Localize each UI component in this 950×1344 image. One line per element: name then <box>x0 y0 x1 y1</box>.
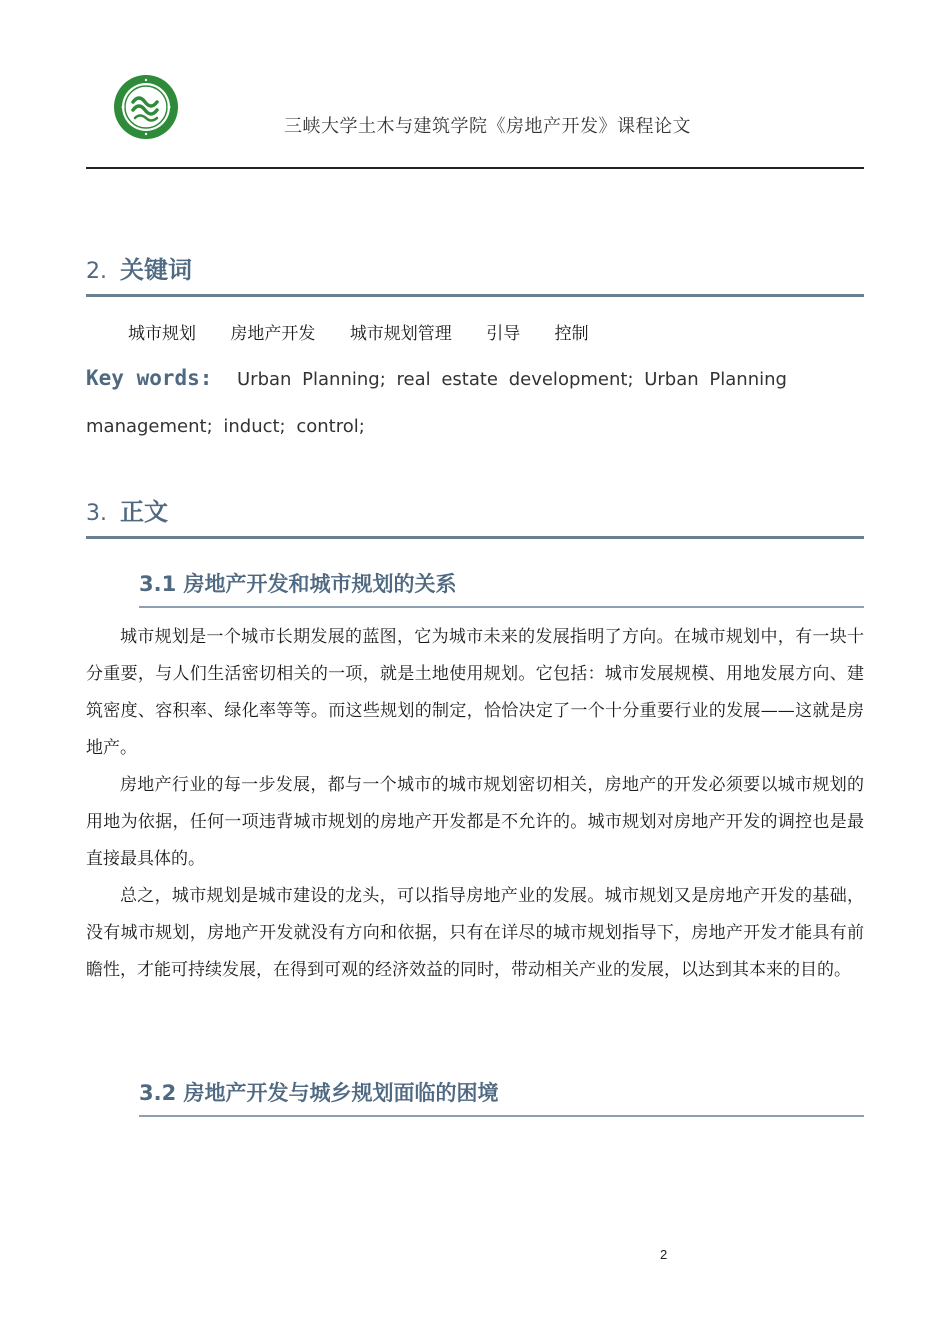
section-heading-main-text <box>86 499 864 539</box>
subsection-heading-3-2 <box>139 1077 864 1117</box>
keywords-english-label: Key words: <box>86 366 213 390</box>
section-heading-keywords <box>86 257 864 297</box>
body-paragraph: 城市规划是一个城市长期发展的蓝图，它为城市未来的发展指明了方向。在城市规划中，有一块十分重要，与人们生活密切相关的一项，就是土地使用规划。它包括：城市发展规模、用地发展方向、建筑密度、容积率、绿化率等等。而这些规划的制定，恰恰决定了一个十分重要行业的发展——这就是房地产。 <box>86 627 864 758</box>
subsection-heading-3-1 <box>139 568 864 608</box>
section-title: 正文 <box>120 498 168 526</box>
keywords-english-line: management; induct; control; <box>86 416 365 437</box>
keywords-chinese <box>128 319 618 344</box>
keyword-item: 城市规划管理 <box>349 324 452 344</box>
body-paragraph: 房地产行业的每一步发展，都与一个城市的城市规划密切相关，房地产的开发必须要以城市规划的用地为依据，任何一项违背城市规划的房地产开发都是不允许的。城市规划对房地产开发的调控也是最直接最具体的。 <box>86 775 864 869</box>
section-number: 2. <box>86 259 107 284</box>
body-paragraph: 总之，城市规划是城市建设的龙头，可以指导房地产业的发展。城市规划又是房地产开发的基础，没有城市规划，房地产开发就没有方向和依据，只有在详尽的城市规划指导下，房地产开发才能具有前瞻性，才能可持续发展，在得到可观的经济效益的同时，带动相关产业的发展，以达到其本来的目的。 <box>86 886 864 980</box>
keyword-item: 控制 <box>554 324 589 344</box>
section-title: 关键词 <box>120 256 192 284</box>
keyword-item: 引导 <box>486 324 521 344</box>
keywords-english-line: Urban Planning; real estate development; Urban Planning <box>237 369 787 390</box>
section-number: 3. <box>86 501 107 526</box>
subsection-title: 3.2 房地产开发与城乡规划面临的困境 <box>139 1081 499 1105</box>
document-header-title: 三峡大学土木与建筑学院《房地产开发》课程论文 <box>284 116 691 137</box>
keyword-item: 城市规划 <box>128 324 196 344</box>
subsection-title: 3.1 房地产开发和城市规划的关系 <box>139 572 457 596</box>
header-divider <box>86 167 864 169</box>
university-logo-icon <box>113 74 179 140</box>
keyword-item: 房地产开发 <box>230 324 316 344</box>
page-number: 2 <box>660 1247 668 1262</box>
